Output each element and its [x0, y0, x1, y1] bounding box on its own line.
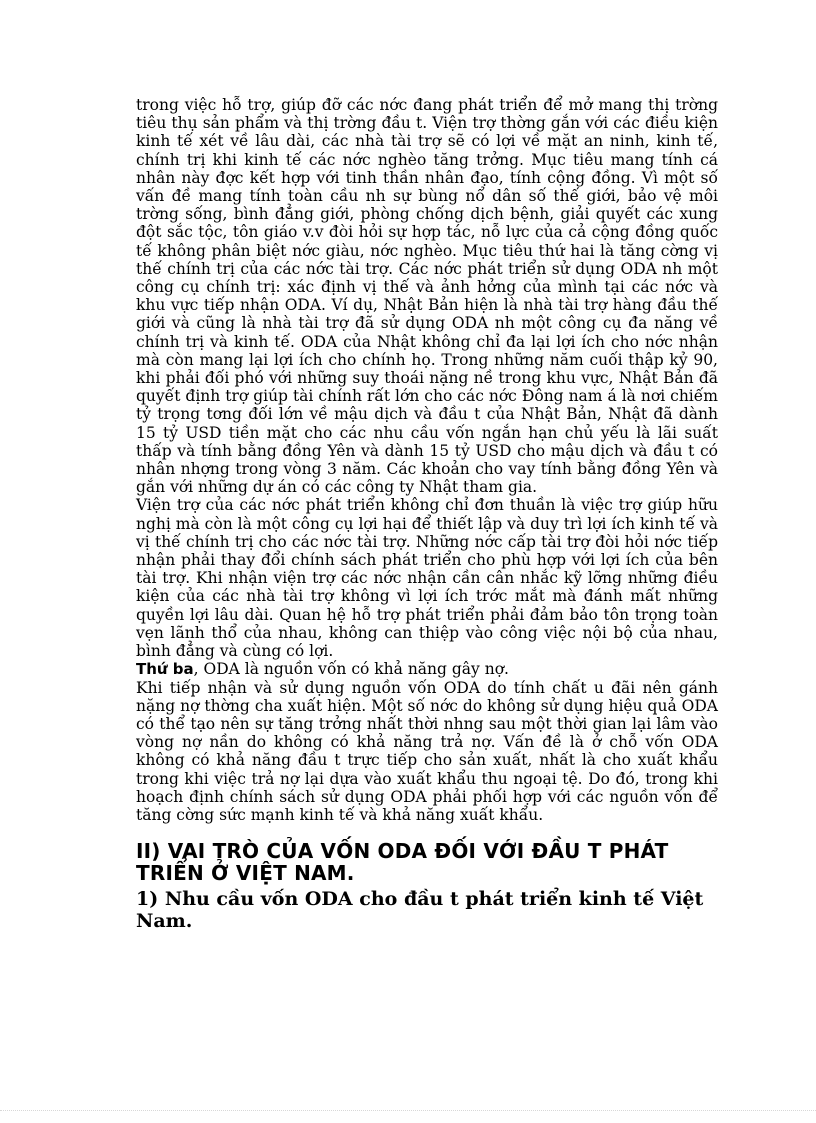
section-heading: II) VAI TRÒ CỦA VỐN ODA ĐỐI VỚI ĐẦU T PHÁT TRIỂN Ở VIỆT NAM.: [136, 839, 669, 886]
paragraph-debt: Khi tiếp nhận và sử dụng nguồn vốn ODA do tính chất u đãi nên gánh nặng nợ thờng cha xuất hiện. Một số nớc do không sử dụng hiệu quả ODA có thể tạo nên sự tăng trởng nhất thời nhng sau một thời gian lại lâm vào vòng nợ nần do không có khả năng trả nợ. Vấn đề là ở chỗ vốn ODA không có khả năng đầu t trực tiếp cho sản xuất, nhất là cho xuất khẩu trong khi việc trả nợ lại dựa vào xuất khẩu thu ngoại tệ. Do đó, trong khi hoạch định chính sách sử dụng ODA phải phối hợp với các nguồn vốn để tăng cờng sức mạnh kinh tế và khả năng xuất khẩu.: [136, 678, 718, 824]
subsection-heading: 1) Nhu cầu vốn ODA cho đầu t phát triển kinh tế Việt Nam.: [136, 888, 704, 933]
third-point-text: , ODA là nguồn vốn có khả năng gây nợ.: [193, 660, 509, 679]
paragraph-oda-objectives: trong việc hỗ trợ, giúp đỡ các nớc đang phát triển để mở mang thị trờng tiêu thụ sản phẩm và thị trờng đầu t. Viện trợ thờng gắn với các điều kiện kinh tế xét về lâu dài, các nhà tài trợ sẽ có lợi về mặt an ninh, kinh tế, chính trị khi kinh tế các nớc nghèo tăng trởng. Mục tiêu mang tính cá nhân này đợc kết hợp với tinh thần nhân đạo, tính cộng đồng. Vì một số vấn đề mang tính toàn cầu nh sự bùng nổ dân số thế giới, bảo vệ môi trờng sống, bình đẳng giới, phòng chống dịch bệnh, giải quyết các xung đột sắc tộc, tôn giáo v.v đòi hỏi sự hợp tác, nỗ lực của cả cộng đồng quốc tế không phân biệt nớc giàu, nớc nghèo. Mục tiêu thứ hai là tăng cờng vị thế chính trị của các nớc tài trợ. Các nớc phát triển sử dụng ODA nh một công cụ chính trị: xác định vị thế và ảnh hởng của mình tại các nớc và khu vực tiếp nhận ODA. Ví dụ, Nhật Bản hiện là nhà tài trợ hàng đầu thế giới và cũng là nhà tài trợ đã sử dụng ODA nh một công cụ đa năng về chính trị và kinh tế. ODA của Nhật không chỉ đa lại lợi ích cho nớc nhận mà còn mang lại lợi ích cho chính họ. Trong những năm cuối thập kỷ 90, khi phải đối phó với những suy thoái nặng nề trong khu vực, Nhật Bản đã quyết định trợ giúp tài chính rất lớn cho các nớc Đông nam á là nơi chiếm tỷ trọng tơng đối lớn về mậu dịch và đầu t của Nhật Bản, Nhật đã dành 15 tỷ USD tiền mặt cho các nhu cầu vốn ngắn hạn chủ yếu là lãi suất thấp và tính bằng đồng Yên và dành 15 tỷ USD cho mậu dịch và đầu t có nhân nhợng trong vòng 3 năm. Các khoản cho vay tính bằng đồng Yên và gắn với những dự án có các công ty Nhật tham gia.: [136, 96, 718, 497]
paragraph-third-point: [136, 660, 718, 678]
third-point-lead: Thứ ba: [136, 660, 194, 679]
page-bottom-divider: [0, 1110, 816, 1111]
paragraph-aid-as-tool: Viện trợ của các nớc phát triển không chỉ đơn thuần là việc trợ giúp hữu nghị mà còn là một công cụ lợi hại để thiết lập và duy trì lợi ích kinh tế và vị thế chính trị cho các nớc tài trợ. Những nớc cấp tài trợ đòi hỏi nớc tiếp nhận phải thay đổi chính sách phát triển cho phù hợp với lợi ích của bên tài trợ. Khi nhận viện trợ các nớc nhận cần cân nhắc kỹ lỡng những điều kiện của các nhà tài trợ không vì lợi ích trớc mắt mà đánh mất những quyền lợi lâu dài. Quan hệ hỗ trợ phát triển phải đảm bảo tôn trọng toàn vẹn lãnh thổ của nhau, không can thiệp vào công việc nội bộ của nhau, bình đẳng và cùng có lợi.: [136, 496, 718, 661]
document-page: [136, 96, 718, 951]
